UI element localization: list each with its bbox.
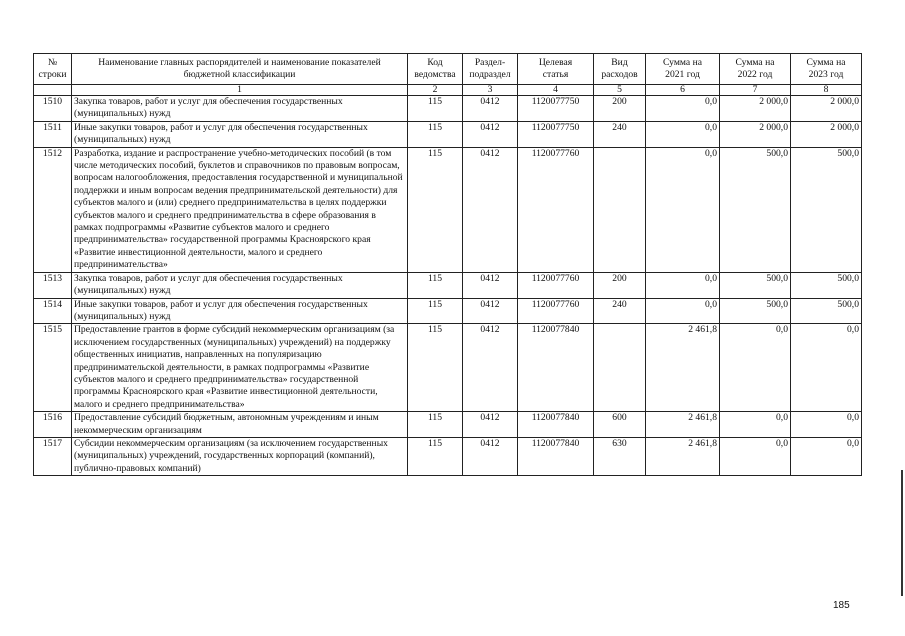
table-row bbox=[34, 272, 862, 298]
row-sum-2023: 0,0 bbox=[791, 437, 862, 475]
row-number: 1512 bbox=[34, 147, 72, 272]
header-row bbox=[34, 54, 862, 85]
column-index: 4 bbox=[518, 85, 594, 96]
row-number: 1515 bbox=[34, 324, 72, 412]
row-number: 1516 bbox=[34, 412, 72, 438]
column-index: 8 bbox=[791, 85, 862, 96]
row-sum-2021: 0,0 bbox=[646, 272, 720, 298]
row-target: 1120077840 bbox=[518, 412, 594, 438]
row-sum-2021: 2 461,8 bbox=[646, 324, 720, 412]
row-section: 0412 bbox=[463, 96, 518, 122]
table-row bbox=[34, 324, 862, 412]
row-type: 200 bbox=[594, 96, 646, 122]
row-target: 1120077840 bbox=[518, 437, 594, 475]
table-row bbox=[34, 437, 862, 475]
row-section: 0412 bbox=[463, 412, 518, 438]
row-code: 115 bbox=[408, 96, 463, 122]
row-code: 115 bbox=[408, 272, 463, 298]
row-sum-2021: 2 461,8 bbox=[646, 412, 720, 438]
row-number: 1513 bbox=[34, 272, 72, 298]
row-type: 600 bbox=[594, 412, 646, 438]
header-target: Целевая статья bbox=[518, 54, 594, 85]
column-index: 7 bbox=[720, 85, 791, 96]
row-number: 1517 bbox=[34, 437, 72, 475]
column-index: 1 bbox=[72, 85, 408, 96]
row-code: 115 bbox=[408, 147, 463, 272]
row-target: 1120077760 bbox=[518, 298, 594, 324]
row-section: 0412 bbox=[463, 437, 518, 475]
table-row bbox=[34, 96, 862, 122]
table-row bbox=[34, 121, 862, 147]
row-sum-2023: 500,0 bbox=[791, 147, 862, 272]
row-sum-2023: 500,0 bbox=[791, 298, 862, 324]
row-name: Разработка, издание и распространение учебно-методических пособий (в том числе методических пособий, буклетов и справочников по правовым вопросам, вопросам налогообложения, предоставления государственной и муниципальной поддержки и иным вопросам ведения предпринимательской деятельности) для субъектов малого и (или) среднего предпринимательства в целях поддержки субъектов малого и среднего предпринимательства в сфере образования в рамках подпрограммы «Развитие субъектов малого и среднего предпринимательства» государственной программы Красноярского края «Развитие инвестиционной деятельности, малого и среднего предпринимательства» bbox=[72, 147, 408, 272]
row-name: Субсидии некоммерческим организациям (за исключением государственных (муниципальных) учреждений, государственных корпораций (компаний), публично-правовых компаний) bbox=[72, 437, 408, 475]
budget-table bbox=[33, 53, 862, 476]
header-sum-2022: Сумма на 2022 год bbox=[720, 54, 791, 85]
table-row bbox=[34, 147, 862, 272]
row-sum-2021: 0,0 bbox=[646, 147, 720, 272]
header-code: Код ведомства bbox=[408, 54, 463, 85]
row-type: 240 bbox=[594, 298, 646, 324]
row-name: Закупка товаров, работ и услуг для обеспечения государственных (муниципальных) нужд bbox=[72, 96, 408, 122]
row-sum-2023: 0,0 bbox=[791, 324, 862, 412]
column-index-row bbox=[34, 85, 862, 96]
row-code: 115 bbox=[408, 437, 463, 475]
scan-edge-mark bbox=[901, 470, 903, 596]
row-section: 0412 bbox=[463, 121, 518, 147]
row-code: 115 bbox=[408, 298, 463, 324]
row-number: 1514 bbox=[34, 298, 72, 324]
row-code: 115 bbox=[408, 412, 463, 438]
header-num: № строки bbox=[34, 54, 72, 85]
table-row bbox=[34, 298, 862, 324]
row-section: 0412 bbox=[463, 272, 518, 298]
row-sum-2023: 2 000,0 bbox=[791, 96, 862, 122]
row-sum-2022: 0,0 bbox=[720, 324, 791, 412]
row-target: 1120077750 bbox=[518, 96, 594, 122]
row-code: 115 bbox=[408, 121, 463, 147]
row-number: 1510 bbox=[34, 96, 72, 122]
row-name: Иные закупки товаров, работ и услуг для обеспечения государственных (муниципальных) нужд bbox=[72, 298, 408, 324]
row-section: 0412 bbox=[463, 147, 518, 272]
row-sum-2022: 500,0 bbox=[720, 298, 791, 324]
page-number: 185 bbox=[833, 600, 850, 611]
header-type: Вид расходов bbox=[594, 54, 646, 85]
row-sum-2023: 500,0 bbox=[791, 272, 862, 298]
row-target: 1120077840 bbox=[518, 324, 594, 412]
row-sum-2022: 0,0 bbox=[720, 437, 791, 475]
row-type: 240 bbox=[594, 121, 646, 147]
column-index: 3 bbox=[463, 85, 518, 96]
table-row bbox=[34, 412, 862, 438]
column-index bbox=[34, 85, 72, 96]
row-sum-2021: 2 461,8 bbox=[646, 437, 720, 475]
row-sum-2021: 0,0 bbox=[646, 96, 720, 122]
row-sum-2023: 2 000,0 bbox=[791, 121, 862, 147]
header-name: Наименование главных распорядителей и наименование показателей бюджетной классификации bbox=[72, 54, 408, 85]
row-section: 0412 bbox=[463, 298, 518, 324]
row-name: Предоставление субсидий бюджетным, автономным учреждениям и иным некоммерческим организациям bbox=[72, 412, 408, 438]
row-sum-2022: 2 000,0 bbox=[720, 96, 791, 122]
header-section: Раздел- подраздел bbox=[463, 54, 518, 85]
row-section: 0412 bbox=[463, 324, 518, 412]
row-target: 1120077750 bbox=[518, 121, 594, 147]
row-sum-2022: 500,0 bbox=[720, 147, 791, 272]
row-sum-2021: 0,0 bbox=[646, 121, 720, 147]
row-name: Предоставление грантов в форме субсидий некоммерческим организациям (за исключением государственных (муниципальных) учреждений) на поддержку общественных инициатив, направленных на популяризацию предпринимательской деятельности, в рамках подпрограммы «Развитие субъектов малого и среднего предпринимательства» государственной программы Красноярского края «Развитие инвестиционной деятельности, малого и среднего предпринимательства» bbox=[72, 324, 408, 412]
header-sum-2021: Сумма на 2021 год bbox=[646, 54, 720, 85]
row-name: Закупка товаров, работ и услуг для обеспечения государственных (муниципальных) нужд bbox=[72, 272, 408, 298]
column-index: 5 bbox=[594, 85, 646, 96]
column-index: 2 bbox=[408, 85, 463, 96]
row-sum-2023: 0,0 bbox=[791, 412, 862, 438]
column-index: 6 bbox=[646, 85, 720, 96]
row-type bbox=[594, 324, 646, 412]
row-name: Иные закупки товаров, работ и услуг для обеспечения государственных (муниципальных) нужд bbox=[72, 121, 408, 147]
row-code: 115 bbox=[408, 324, 463, 412]
row-target: 1120077760 bbox=[518, 272, 594, 298]
row-type: 630 bbox=[594, 437, 646, 475]
row-number: 1511 bbox=[34, 121, 72, 147]
row-sum-2022: 2 000,0 bbox=[720, 121, 791, 147]
row-sum-2021: 0,0 bbox=[646, 298, 720, 324]
row-sum-2022: 500,0 bbox=[720, 272, 791, 298]
row-type: 200 bbox=[594, 272, 646, 298]
header-sum-2023: Сумма на 2023 год bbox=[791, 54, 862, 85]
row-target: 1120077760 bbox=[518, 147, 594, 272]
row-sum-2022: 0,0 bbox=[720, 412, 791, 438]
row-type bbox=[594, 147, 646, 272]
